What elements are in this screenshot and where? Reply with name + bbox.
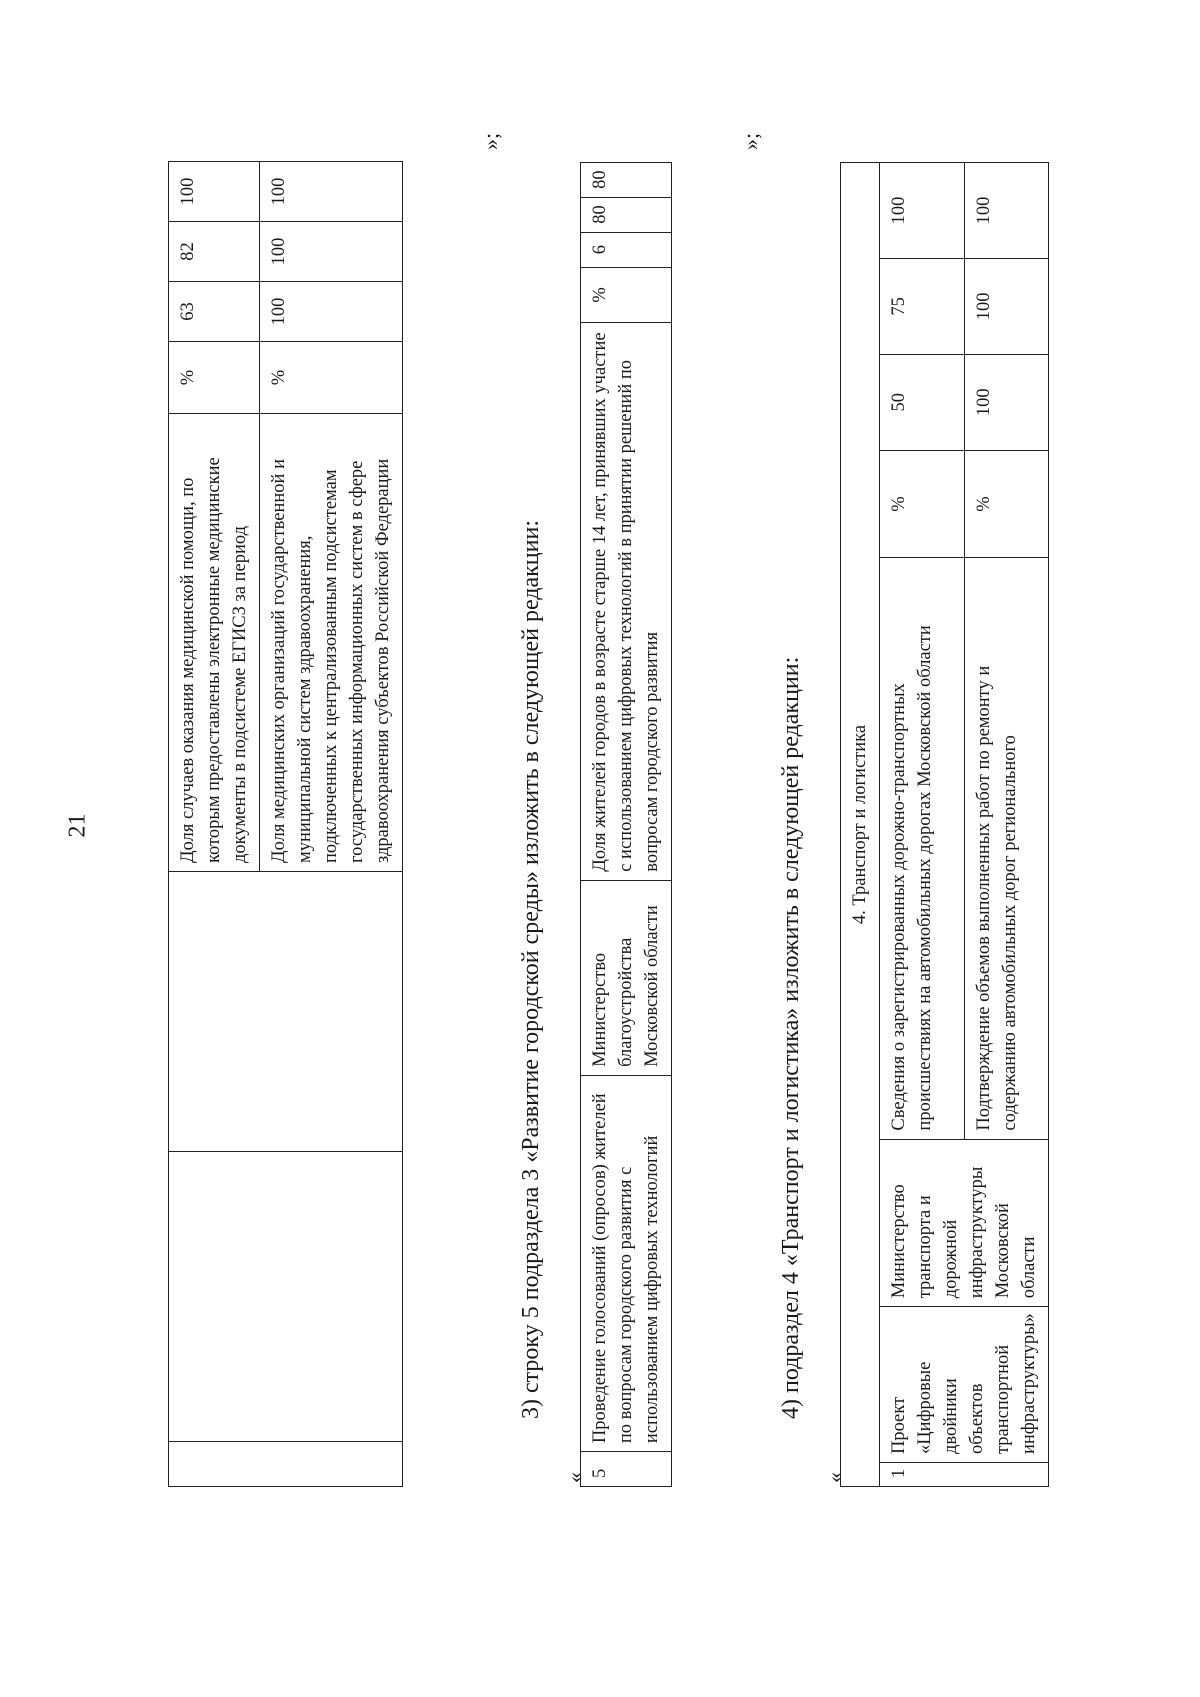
- value-cell: 100: [964, 163, 1049, 259]
- closing-quote: »;: [478, 132, 503, 150]
- closing-quote: »;: [738, 132, 763, 150]
- section-title: 4. Транспорт и логистика: [841, 163, 880, 1487]
- table-row: [169, 162, 260, 1487]
- row-number: 1: [880, 1463, 1049, 1487]
- indicator-cell: Доля медицинских организаций государственной и муниципальной систем здравоохранения, подключенных к централизованным подсистемам государственных информационных систем в сфере здравоохранения субъектов Российской Федерации: [260, 414, 403, 872]
- table-continuation: [168, 161, 403, 1487]
- indicator-cell: Сведения о зарегистрированных дорожно-транспортных происшествиях на автомобильных дорогах Московской области: [880, 558, 965, 1139]
- value-cell: 100: [169, 162, 260, 222]
- table-row: [581, 163, 672, 1487]
- value-cell: 50: [880, 354, 965, 450]
- unit-cell: %: [581, 267, 672, 323]
- value-cell: 100: [260, 282, 403, 342]
- table-row: [880, 163, 965, 1487]
- unit-cell: %: [964, 450, 1049, 558]
- opening-quote: «: [562, 1472, 587, 1483]
- value-cell: 80: [581, 197, 672, 232]
- empty-cell: [169, 1152, 403, 1442]
- unit-cell: %: [260, 342, 403, 414]
- responsible-cell: Министерство благоустройства Московской области: [581, 880, 672, 1075]
- row-number: 5: [581, 1452, 672, 1487]
- value-cell: 75: [880, 258, 965, 354]
- responsible-cell: Министерство транспорта и дорожной инфраструктуры Московской области: [880, 1139, 1049, 1307]
- action-cell: Проведение голосований (опросов) жителей по вопросам городского развития с использованием цифровых технологий: [581, 1075, 672, 1451]
- section-caption: 3) строку 5 подраздела 3 «Развитие городской среды» изложить в следующей редакции:: [518, 519, 544, 1419]
- value-cell: 100: [964, 258, 1049, 354]
- value-cell: 100: [260, 222, 403, 282]
- value-cell: 100: [880, 163, 965, 259]
- value-cell: 6: [581, 232, 672, 267]
- value-cell: 100: [964, 354, 1049, 450]
- opening-quote: «: [822, 1472, 847, 1483]
- table-urban: [580, 162, 672, 1487]
- table-transport: [840, 162, 1049, 1487]
- empty-cell: [169, 872, 403, 1152]
- table-row: [841, 163, 880, 1487]
- section-caption: 4) подраздел 4 «Транспорт и логистика» изложить в следующей редакции:: [778, 656, 804, 1419]
- indicator-cell: Доля жителей городов в возрасте старше 14 лет, принявших участие с использованием цифровых технологий в принятии решений по вопросам городского развития: [581, 323, 672, 880]
- value-cell: 63: [169, 282, 260, 342]
- unit-cell: %: [880, 450, 965, 558]
- value-cell: 82: [169, 222, 260, 282]
- page-number: 21: [64, 813, 91, 838]
- indicator-cell: Доля случаев оказания медицинской помощи, по которым предоставлены электронные медицинские документы в подсистеме ЕГИСЗ за период: [169, 414, 260, 872]
- empty-cell: [169, 1442, 403, 1487]
- indicator-cell: Подтверждение объемов выполненных работ по ремонту и содержанию автомобильных дорог регионального: [964, 558, 1049, 1139]
- value-cell: 100: [260, 162, 403, 222]
- unit-cell: %: [169, 342, 260, 414]
- project-cell: Проект «Цифровые двойники объектов транспортной инфраструктуры»: [880, 1307, 1049, 1463]
- value-cell: 80: [581, 163, 672, 198]
